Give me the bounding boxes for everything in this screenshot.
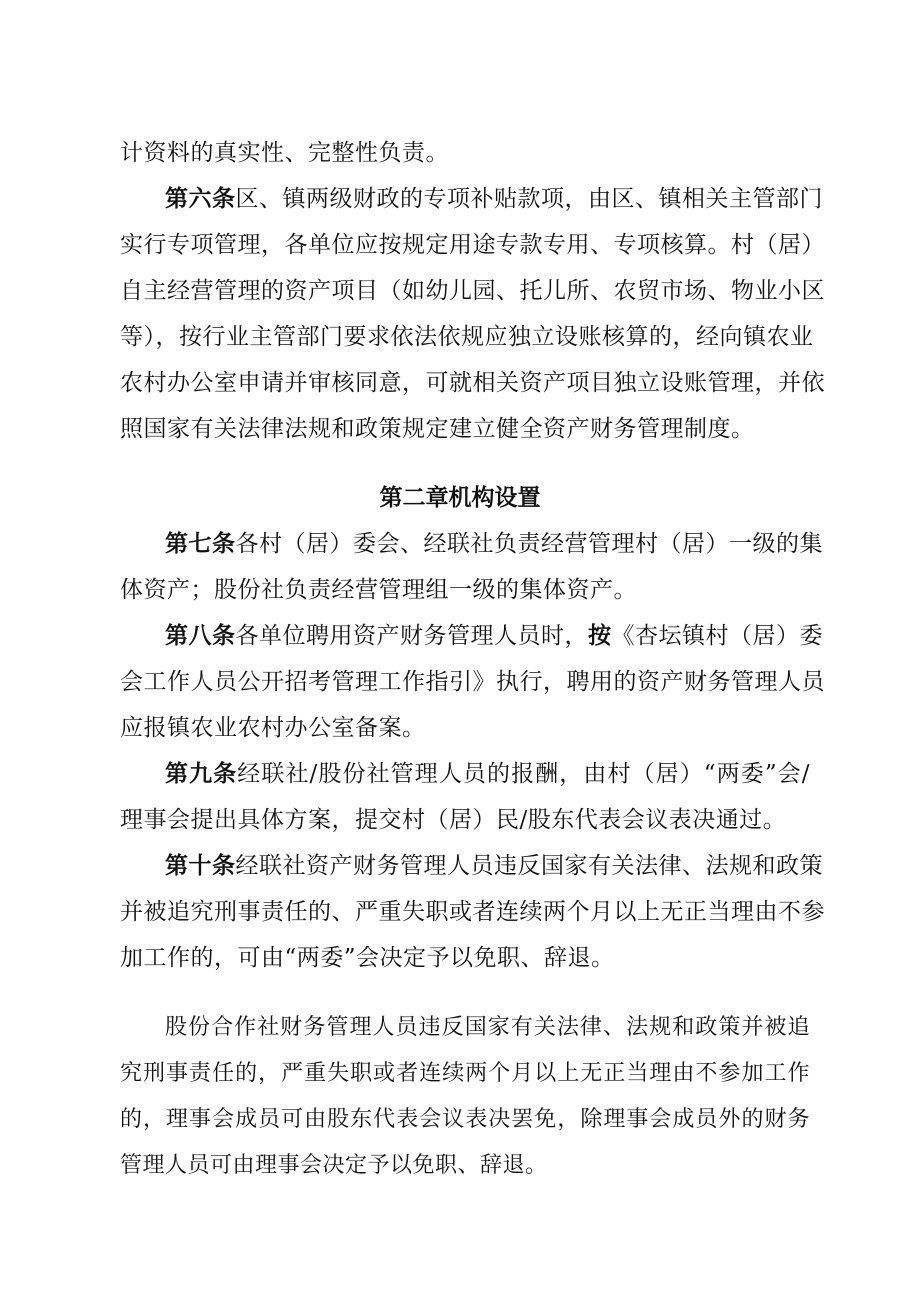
carry-over-line: 计资料的真实性、完整性负责。 [120,140,449,166]
article-8-label: 第八条 [165,623,236,649]
article-6-line-2: 实行专项管理，各单位应按规定用途专款专用、专项核算。村（居） [120,232,825,258]
article-10-label: 第十条 [165,853,236,879]
paragraph-line-1: 股份合作社财务管理人员违反国家有关法律、法规和政策并被追 [165,1015,810,1040]
article-9-label: 第九条 [165,761,238,787]
article-10-line-2: 并被追究刑事责任的、严重失职或者连续两个月以上无正当理由不参 [120,899,825,925]
article-7-line-2: 体资产；股份社负责经营管理组一级的集体资产。 [120,577,637,603]
article-10-line-3: 加工作的，可由“两委”会决定予以免职、辞退。 [120,945,615,971]
article-6-line-6: 照国家有关法律法规和政策规定建立健全资产财务管理制度。 [120,416,755,442]
paragraph-line-3: 的，理事会成员可由股东代表会议表决罢免，除理事会成员外的财务 [120,1107,810,1132]
article-6-line-1: 第六条区、镇两级财政的专项补贴款项，由区、镇相关主管部门 [165,186,823,212]
article-9-line-2: 理事会提出具体方案，提交村（居）民/股东代表会议表决通过。 [120,807,787,833]
article-10-line-1: 第十条经联社资产财务管理人员违反国家有关法律、法规和政策 [165,853,823,879]
paragraph-line-2: 究刑事责任的，严重失职或者连续两个月以上无正当理由不参加工作 [120,1061,810,1086]
article-8-bold-an: 按 [588,623,612,649]
chapter-title: 第二章机构设置 [379,485,541,511]
article-8-line-2: 会工作人员公开招考管理工作指引》执行，聘用的资产财务管理人员 [120,669,825,695]
article-8-line-1: 第八条各单位聘用资产财务管理人员时，按《杏坛镇村（居）委 [165,623,823,649]
article-7-label: 第七条 [165,531,236,557]
article-7-line-1: 第七条各村（居）委会、经联社负责经营管理村（居）一级的集 [165,531,823,557]
article-8-line-3: 应报镇农业农村办公室备案。 [120,715,426,741]
article-6-line-4: 等），按行业主管部门要求依法依规应独立设账核算的，经向镇农业 [120,324,814,350]
article-6-line-3: 自主经营管理的资产项目（如幼儿园、托儿所、农贸市场、物业小区 [120,278,825,304]
article-6-line-5: 农村办公室申请并审核同意，可就相关资产项目独立设账管理，并依 [120,370,825,396]
article-9-line-1: 第九条经联社/股份社管理人员的报酬，由村（居）“两委”会/ [165,761,811,787]
paragraph-line-4: 管理人员可由理事会决定予以免职、辞退。 [120,1153,548,1178]
article-6-label: 第六条 [165,186,236,212]
